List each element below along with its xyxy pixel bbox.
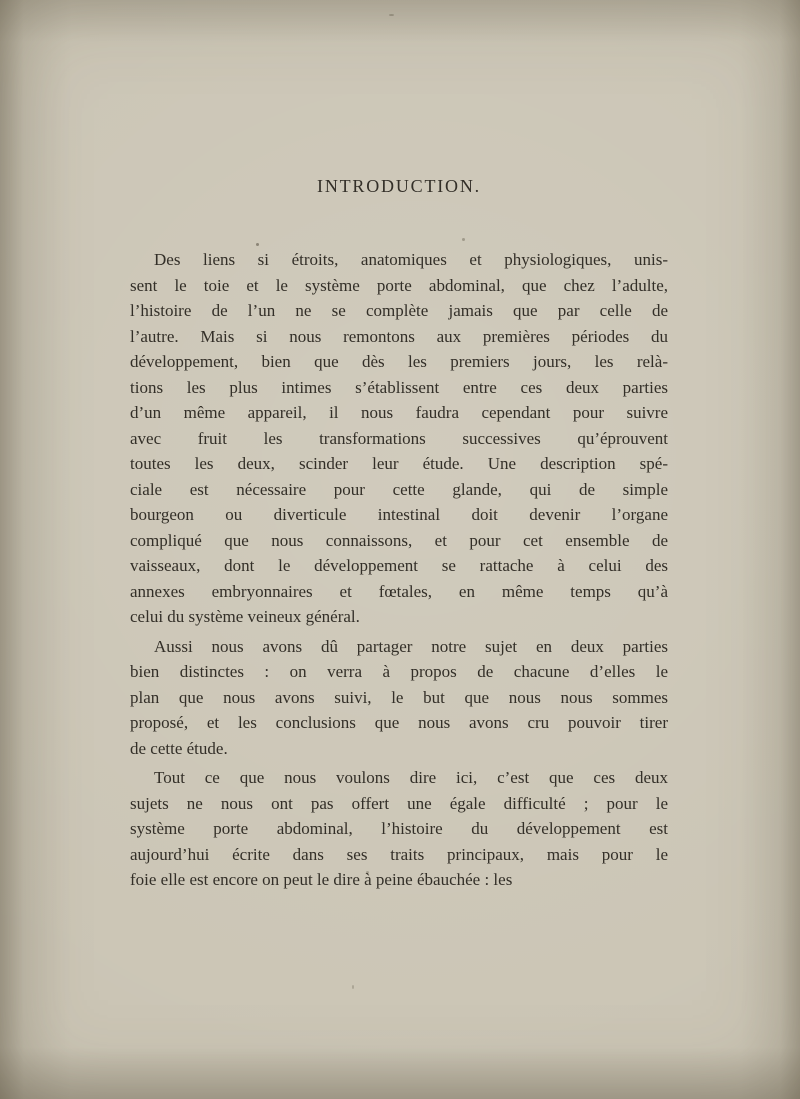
text-line: d’un même appareil, il nous faudra cependant pour suivre [130, 403, 668, 422]
text-line: vaisseaux, dont le développement se rattache à celui des [130, 556, 668, 575]
text-column [130, 176, 668, 897]
paragraph [130, 247, 668, 630]
text-line: l’autre. Mais si nous remontons aux premières périodes du [130, 326, 668, 346]
text-line: bien distinctes : on verra à propos de chacune d’elles le [130, 662, 668, 681]
paper-speck [352, 985, 354, 989]
text-line: annexes embryonnaires et fœtales, en même temps qu’à [130, 581, 668, 601]
text-line: aujourd’hui écrite dans ses traits principaux, mais pour le [130, 844, 668, 864]
paper-speck [256, 243, 259, 246]
text-line: celui du système veineux général. [130, 607, 360, 626]
page-title: INTRODUCTION. [317, 176, 481, 196]
text-line: développement, bien que dès les premiers jours, les relà- [130, 352, 668, 371]
text-line: sent le toie et le système porte abdominal, que chez l’adulte, [130, 275, 668, 295]
text-line: proposé, et les conclusions que nous avons cru pouvoir tirer [130, 713, 668, 732]
page-body [130, 247, 668, 893]
text-line: de cette étude. [130, 738, 228, 758]
text-line: Aussi nous avons dû partager notre sujet en deux parties [154, 636, 668, 656]
text-line: l’histoire de l’un ne se complète jamais que par celle de [130, 301, 668, 320]
text-line: système porte abdominal, l’histoire du développement est [130, 819, 668, 838]
paper-speck [462, 238, 465, 241]
text-line: sujets ne nous ont pas offert une égale difficulté ; pour le [130, 793, 668, 813]
text-line: bourgeon ou diverticule intestinal doit devenir l’organe [130, 505, 668, 524]
paragraph [130, 765, 668, 893]
text-line: plan que nous avons suivi, le but que nous nous sommes [130, 687, 668, 707]
paragraph [130, 634, 668, 762]
paper-speck [389, 14, 394, 16]
text-line: tions les plus intimes s’établissent entre ces deux parties [130, 377, 668, 397]
text-line: Tout ce que nous voulons dire ici, c’est que ces deux [154, 768, 668, 787]
paper-speck [366, 871, 369, 874]
text-line: foie elle est encore on peut le dire à peine ébauchée : les [130, 870, 513, 889]
text-line: avec fruit les transformations successives qu’éprouvent [130, 428, 668, 448]
text-line: compliqué que nous connaissons, et pour cet ensemble de [130, 530, 668, 550]
text-line: toutes les deux, scinder leur étude. Une description spé- [130, 454, 668, 473]
text-line: ciale est nécessaire pour cette glande, qui de simple [130, 479, 668, 499]
text-line: Des liens si étroits, anatomiques et physiologiques, unis- [154, 250, 668, 269]
